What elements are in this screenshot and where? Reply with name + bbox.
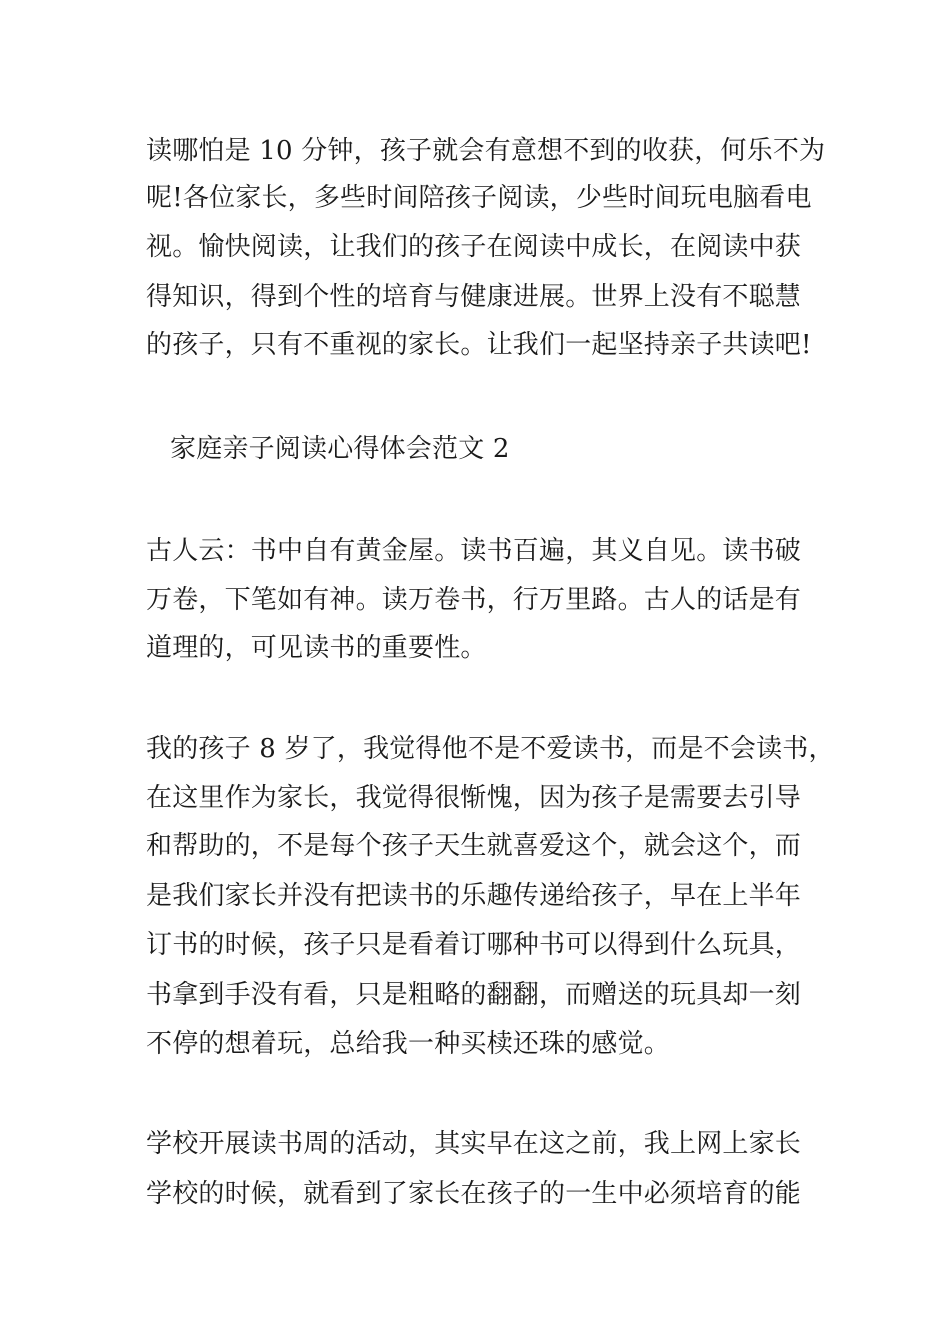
paragraph-2-line-3: 道理的，可见读书的重要性。 <box>146 633 487 663</box>
paragraph-1-line-4: 得知识，得到个性的培育与健康进展。世界上没有不聪慧 <box>146 282 802 312</box>
paragraph-3-line-1: 我的孩子 8 岁了，我觉得他不是不爱读书，而是不会读书， <box>146 734 835 764</box>
paragraph-2-line-2: 万卷，下笔如有神。读万卷书，行万里路。古人的话是有 <box>146 585 802 615</box>
paragraph-3-line-7: 不停的想着玩，总给我一种买椟还珠的感觉。 <box>146 1029 671 1059</box>
paragraph-1-line-2: 呢!各位家长，多些时间陪孩子阅读，少些时间玩电脑看电 <box>146 183 812 213</box>
paragraph-4-line-2: 学校的时候，就看到了家长在孩子的一生中必须培育的能 <box>146 1179 802 1209</box>
paragraph-3-line-6: 书拿到手没有看，只是粗略的翻翻，而赠送的玩具却一刻 <box>146 980 802 1010</box>
section-heading: 家庭亲子阅读心得体会范文 2 <box>170 434 510 464</box>
paragraph-1-line-5: 的孩子，只有不重视的家长。让我们一起坚持亲子共读吧! <box>146 330 812 360</box>
paragraph-2-line-1: 古人云：书中自有黄金屋。读书百遍，其义自见。读书破 <box>146 536 802 566</box>
paragraph-1-line-3: 视。愉快阅读，让我们的孩子在阅读中成长，在阅读中获 <box>146 232 802 262</box>
paragraph-4-line-1: 学校开展读书周的活动，其实早在这之前，我上网上家长 <box>146 1129 802 1159</box>
paragraph-1-line-1: 读哪怕是 10 分钟，孩子就会有意想不到的收获，何乐不为 <box>146 136 826 166</box>
paragraph-3-line-4: 是我们家长并没有把读书的乐趣传递给孩子，早在上半年 <box>146 881 802 911</box>
paragraph-3-line-2: 在这里作为家长，我觉得很惭愧，因为孩子是需要去引导 <box>146 783 802 813</box>
paragraph-3-line-5: 订书的时候，孩子只是看着订哪种书可以得到什么玩具， <box>146 930 802 960</box>
paragraph-3-line-3: 和帮助的，不是每个孩子天生就喜爱这个，就会这个，而 <box>146 831 802 861</box>
